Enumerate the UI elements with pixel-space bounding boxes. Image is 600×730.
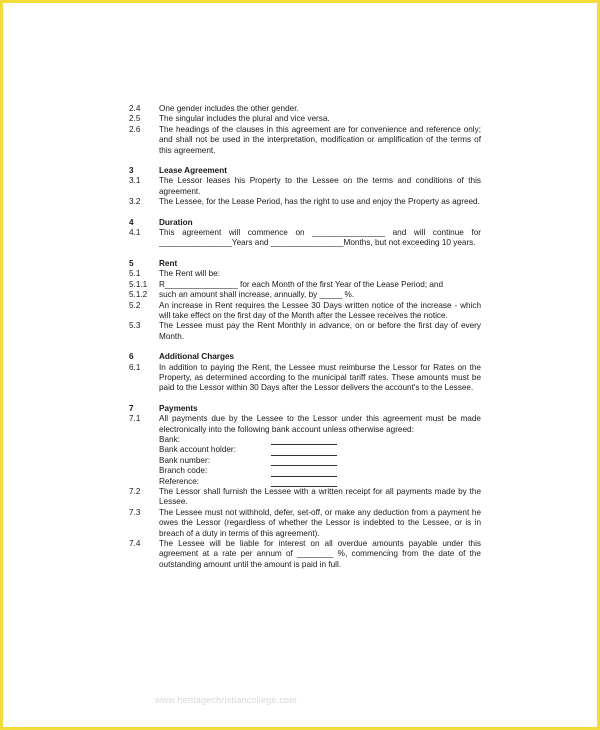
clause-text: An increase in Rent requires the Lessee 30 Days written notice of the increase - which will take effect on the first day of the Month after the Lessee receives the notice.: [159, 300, 481, 320]
clause-text: The Lessor leases his Property to the Lessee on the terms and conditions of this agreement.: [159, 176, 481, 196]
clause-number: 7.4: [129, 538, 141, 548]
clause: [129, 280, 481, 290]
rent-section: [129, 259, 481, 342]
bank-field-blank: [271, 457, 337, 466]
clause-number: 3.2: [129, 197, 141, 207]
section-heading: [129, 352, 481, 362]
clause: [129, 508, 481, 539]
bank-field-label: Bank account holder:: [159, 445, 236, 455]
bank-details: [159, 435, 481, 487]
clause-text: In addition to paying the Rent, the Lessee must reimburse the Lessor for Rates on the Property, as determined according to the municipal tariff rates. These amounts must be paid to the Lessor within 30 Days after the Lessor delivers the account's to the Lessee.: [159, 362, 481, 393]
clause-text: The singular includes the plural and vice versa.: [159, 114, 330, 124]
clause-number: 7.2: [129, 486, 141, 496]
payments-section: [129, 404, 481, 570]
clause: [129, 290, 481, 300]
clause-number: 2.5: [129, 114, 141, 124]
bank-field-blank: [271, 478, 337, 487]
bank-field: [159, 466, 481, 476]
clause-text: R________________ for each Month of the first Year of the Lease Period; and: [159, 279, 444, 289]
clause-number: 7.3: [129, 507, 141, 517]
clause: [129, 114, 481, 124]
bank-field-label: Branch code:: [159, 466, 208, 476]
section-title: Payments: [159, 403, 198, 413]
clause: [129, 269, 481, 279]
section-title: Additional Charges: [159, 352, 235, 362]
clause-text: The Lessee must not withhold, defer, set-off, or make any deduction from a payment he owes the Lessor (regardless of whether the Lessor is indebted to the Lessee, or is in breach of a duty in terms of this agreement).: [159, 507, 481, 538]
lease-agreement-section: [129, 166, 481, 208]
clause: [129, 104, 481, 114]
bank-field: [159, 435, 481, 445]
bank-field: [159, 456, 481, 466]
section-title: Lease Agreement: [159, 166, 227, 176]
clause-text: The Lessee will be liable for interest on all overdue amounts payable under this agreement at a rate per annum of ________ %, commencing from the date of the outstanding amount until the amount is paid in full.: [159, 538, 481, 569]
bank-field-blank: [271, 468, 337, 477]
bank-field-label: Reference:: [159, 476, 200, 486]
bank-field-label: Bank:: [159, 434, 180, 444]
clause: [129, 228, 481, 249]
section-heading: [129, 166, 481, 176]
clause: [129, 321, 481, 342]
section-heading: [129, 218, 481, 228]
clause-number: 5.1.1: [129, 279, 148, 289]
clause: [129, 487, 481, 508]
clause-number: 6.1: [129, 362, 141, 372]
section-number: 7: [129, 403, 134, 413]
clause: [129, 539, 481, 570]
section-number: 6: [129, 352, 134, 362]
clause-text: All payments due by the Lessee to the Lessor under this agreement must be made electronically into the following bank account unless otherwise agreed:: [159, 414, 481, 434]
section-heading: [129, 404, 481, 414]
watermark: www.heritagechristiancollege.com: [155, 695, 297, 705]
clause-text: The Rent will be:: [159, 269, 220, 279]
bank-field-blank: [271, 447, 337, 456]
bank-field-label: Bank number:: [159, 455, 210, 465]
clause-number: 2.6: [129, 124, 141, 134]
section-number: 5: [129, 258, 134, 268]
section-title: Duration: [159, 217, 193, 227]
clause-number: 7.1: [129, 414, 141, 424]
clause-number: 5.3: [129, 321, 141, 331]
bank-field-blank: [271, 436, 337, 445]
clause-text: The Lessee, for the Lease Period, has the right to use and enjoy the Property as agreed.: [159, 197, 480, 207]
clause-number: 4.1: [129, 228, 141, 238]
definitions-section: [129, 104, 481, 156]
clause-text: This agreement will commence on ________________ and will continue for ________________Years and ________________Months, but not exceeding 10 years.: [159, 228, 481, 248]
bank-field: [159, 477, 481, 487]
clause: [129, 176, 481, 197]
bank-field: [159, 445, 481, 455]
section-number: 3: [129, 166, 134, 176]
section-title: Rent: [159, 258, 178, 268]
clause-text: The Lessor shall furnish the Lessee with a written receipt for all payments made by the Lessee.: [159, 486, 481, 507]
section-number: 4: [129, 217, 134, 227]
clause-number: 3.1: [129, 176, 141, 186]
clause-number: 5.1: [129, 269, 141, 279]
clause: [129, 125, 481, 156]
clause-text: The Lessee must pay the Rent Monthly in advance, on or before the first day of every Month.: [159, 321, 481, 341]
clause: [129, 363, 481, 394]
section-heading: [129, 259, 481, 269]
additional-charges-section: [129, 352, 481, 394]
duration-section: [129, 218, 481, 249]
clause-text: One gender includes the other gender.: [159, 104, 299, 113]
clause: [129, 301, 481, 322]
clause-text: The headings of the clauses in this agreement are for convenience and reference only; and shall not be used in the interpretation, modification or amplification of the terms of this agreement.: [159, 124, 481, 155]
clause-number: 2.4: [129, 104, 141, 113]
clause-number: 5.2: [129, 300, 141, 310]
clause: [129, 414, 481, 435]
document-page: [129, 104, 481, 570]
clause-number: 5.1.2: [129, 290, 148, 300]
clause: [129, 197, 481, 207]
clause-text: such an amount shall increase, annually, by _____ %.: [159, 290, 355, 300]
